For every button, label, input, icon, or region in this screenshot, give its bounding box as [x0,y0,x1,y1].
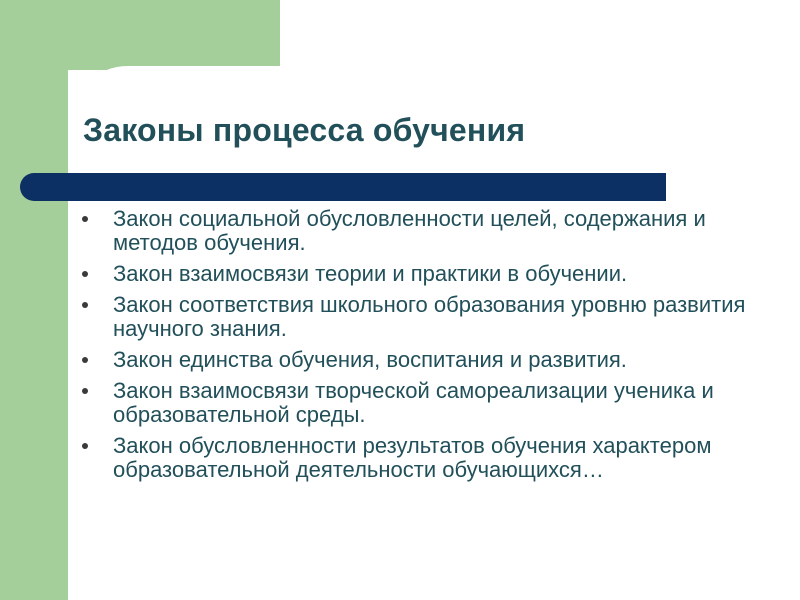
green-top-block [0,0,280,70]
bullet-item [82,262,782,286]
bullet-text: Закон взаимосвязи творческой самореализации ученика и образовательной среды. [113,378,714,427]
bullet-list [82,207,782,489]
bullet-text: Закон соответствия школьного образования уровню развития научного знания. [113,292,746,341]
bullet-text: Закон единства обучения, воспитания и развития. [113,347,627,372]
bullet-dot-icon [82,271,88,277]
bullet-item [82,348,782,372]
title-divider-bar [20,173,666,201]
bullet-item [82,434,782,482]
bullet-item [82,379,782,427]
bullet-dot-icon [82,388,88,394]
bullet-text: Закон социальной обусловленности целей, содержания и методов обучения. [113,206,706,255]
bullet-text: Закон взаимосвязи теории и практики в обучении. [113,261,628,286]
green-left-stripe [0,0,68,600]
bullet-item [82,293,782,341]
bullet-dot-icon [82,216,88,222]
bullet-item [82,207,782,255]
bullet-text: Закон обусловленности результатов обучения характером образовательной деятельности обучающихся… [113,433,712,482]
bullet-dot-icon [82,443,88,449]
slide-title: Законы процесса обучения [83,112,526,148]
bullet-dot-icon [82,357,88,363]
bullet-dot-icon [82,302,88,308]
